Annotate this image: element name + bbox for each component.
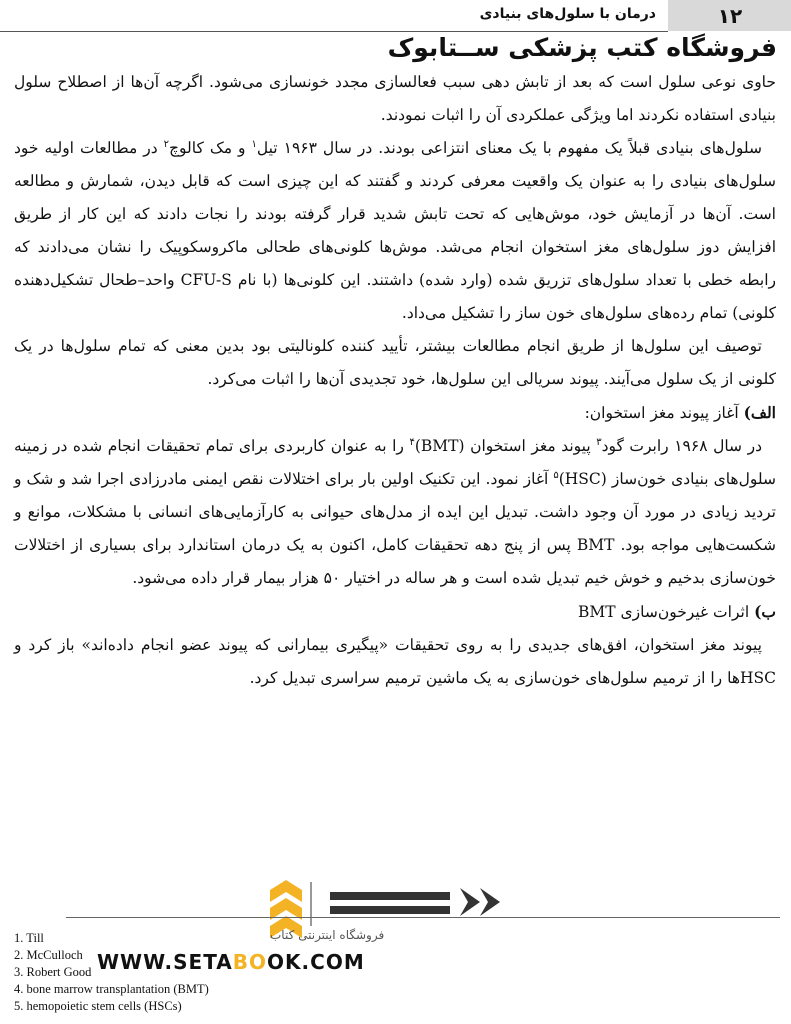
section-a-label: الف)	[743, 403, 776, 422]
footnote-4: 4. bone marrow transplantation (BMT)	[14, 982, 209, 996]
logo-caption: فروشگاه اینترنتی کتاب	[270, 928, 385, 942]
section-a-text-end: آغاز نمود. این تکنیک اولین بار برای اختلالات نقص ایمنی مادرزادی اجرا شد و شک و تردید زیادی در مورد آن وجود داشت. تبدیل این ایده از مدل‌های حیوانی به کارآزمایی‌های انسانی با مشکلات، موانع و شکست‌هایی مواجه بود. BMT پس از پنج دهه تحقیقات کامل، اکنون به یک درمان استاندارد برای بسیاری از اختلالات خون‌سازی بدخیم و خوش خیم تبدیل شده است و هر ساله در اختیار ۵۰ هزار بیمار قرار داده می‌شود.	[14, 470, 776, 587]
footnote-ref-4: ۴	[409, 436, 415, 448]
store-title: فروشگاه کتب پزشکی ســتابوک	[387, 33, 777, 62]
running-title: درمان با سلول‌های بنیادی	[479, 6, 656, 22]
url-prefix: WWW.SETA	[97, 950, 233, 974]
footnote-1: 1. Till	[14, 931, 44, 945]
paragraph-2-mid: و مک کالوچ	[169, 139, 252, 157]
paragraph-1: حاوی نوعی سلول است که بعد از تابش دهی سبب فعالسازی مجدد خونسازی می‌شود. اگرچه آن‌ها از اصطلاح سلول بنیادی استفاده نکردند اما ویژگی عملکردی آن را اثبات نمودند.	[14, 73, 776, 124]
section-b-label: ب)	[754, 602, 776, 621]
paragraph-2-start: سلول‌های بنیادی قبلاً یک مفهوم با یک معنای انتزاعی بودند. در سال ۱۹۶۳ تیل	[256, 139, 762, 157]
url-suffix: OK.COM	[267, 950, 365, 974]
footnote-3: 3. Robert Good	[14, 965, 92, 979]
footnote-ref-3: ۳	[596, 436, 602, 448]
paragraph-2-rest: در مطالعات اولیه خود سلول‌های بنیادی را به عنوان یک واقعیت معرفی کردند و گفتند که این چیزی است که قابل دیدن، شمارش و مطالعه است. آن‌ها در آزمایش خود، موش‌هایی که تحت تابش شدید قرار گرفته بودند را نجات دادند که این کار از طریق افزایش دوز سلول‌های مغز استخوان انجام می‌شد. موش‌ها کلونی‌های طحالی ماکروسکوپیک را نشان می‌دادند که رابطه خطی با تعداد سلول‌های تزریق شده (وارد شده) داشتند. این کلونی‌ها (با نام CFU-S واحد–طحال تشکیل‌دهنده کلونی) تمام رده‌های سلول‌های خون ساز را تشکیل می‌داد.	[14, 139, 776, 322]
url-accent: BO	[232, 950, 268, 974]
footnote-ref-2: ۲	[163, 138, 170, 150]
footnote-2: 2. McCulloch	[14, 948, 83, 962]
body-text	[14, 66, 776, 695]
section-a-heading	[14, 396, 776, 430]
section-b-paragraph: پیوند مغز استخوان، افق‌های جدیدی را به روی تحقیقات «پیگیری بیمارانی که پیوند عضو انجام داده‌اند» باز کرد و HSCها را از ترمیم سلول‌های خون‌سازی به یک ماشین ترمیم سراسری تبدیل کرد.	[14, 636, 776, 687]
section-a-text-mid2: را به عنوان کاربردی برای تمام تحقیقات انجام شده در زمینه سلول‌های بنیادی خون‌ساز (HSC)	[14, 437, 776, 488]
footnote-rule	[66, 917, 780, 918]
page-number: ۱۲	[717, 4, 743, 28]
section-a-text-mid: پیوند مغز استخوان (BMT)	[414, 437, 597, 455]
section-b-heading	[14, 595, 776, 629]
footnote-ref-5: ۵	[553, 469, 559, 481]
footnote-ref-1: ۱	[251, 138, 257, 150]
section-a-title: آغاز پیوند مغز استخوان:	[584, 404, 744, 422]
section-a-text-start: در سال ۱۹۶۸ رابرت گود	[601, 437, 762, 455]
section-b-title: اثرات غیرخون‌سازی BMT	[577, 603, 755, 621]
paragraph-2	[14, 132, 776, 330]
paragraph-3: توصیف این سلول‌ها از طریق انجام مطالعات بیشتر، تأیید کننده کلونالیتی بود بدین معنی که تمام سلول‌ها در یک کلونی از یک سلول می‌آیند. پیوند سریالی این سلول‌ها، خود تجدیدی آن‌ها را اثبات می‌کرد.	[14, 337, 776, 388]
footnotes	[14, 930, 209, 1015]
footnote-5: 5. hemopoietic stem cells (HSCs)	[14, 999, 182, 1013]
section-a-paragraph	[14, 430, 776, 595]
